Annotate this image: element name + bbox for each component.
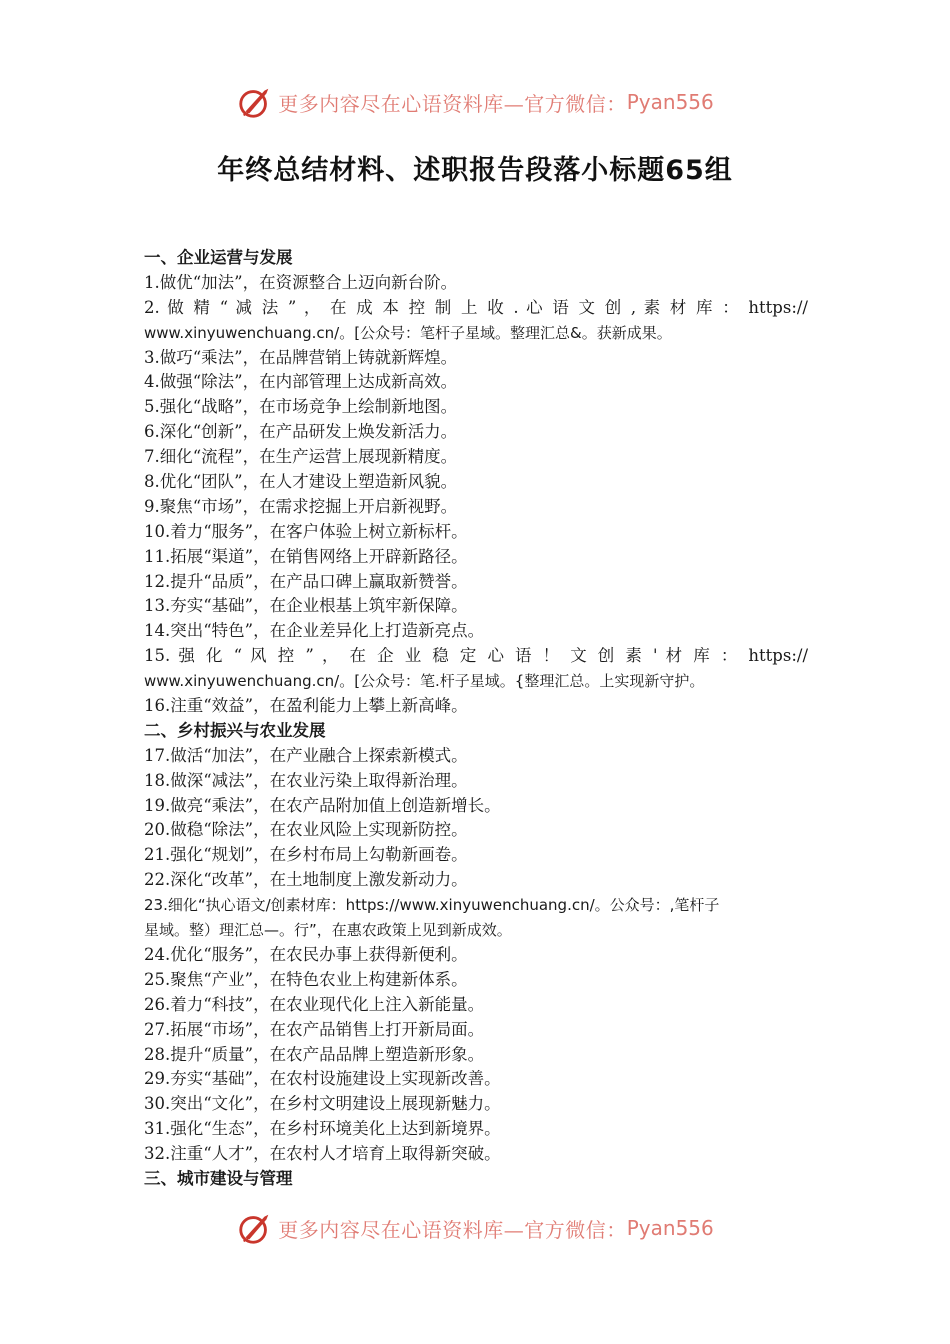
banner-wechat-id: Pyan556 xyxy=(626,1216,714,1240)
text-line: 22.深化“改革”，在土地制度上激发新动力。 xyxy=(144,870,468,890)
text-line: 19.做亮“乘法”，在农产品附加值上创造新增长。 xyxy=(144,795,501,815)
text-line: 25.聚焦“产业”，在特色农业上构建新体系。 xyxy=(144,969,468,989)
text-line: 18.做深“减法”，在农业污染上取得新治理。 xyxy=(144,770,468,790)
document-title: 年终总结材料、述职报告段落小标题65组 xyxy=(217,155,733,186)
text-line: 1.做优“加法”，在资源整合上迈向新台阶。 xyxy=(144,272,458,292)
banner-wechat-id: Pyan556 xyxy=(626,90,714,114)
banner-text: 更多内容尽在心语资料库—官方微信： xyxy=(278,1217,627,1242)
text-line: www.xinyuwenchuang.cn/。[公众号：笔.杆子星域。{整理汇总。上实现新守护。 xyxy=(144,672,705,691)
text-line: 星域。整）理汇总—。行”，在惠农政策上见到新成效。 xyxy=(144,921,512,940)
text-line: 31.强化“生态”，在乡村环境美化上达到新境界。 xyxy=(144,1119,501,1139)
text-line: 23.细化“执心语文/创素材库：https://www.xinyuwenchuang.cn/。公众号：,笔杆子 xyxy=(144,896,720,915)
text-line: 10.着力“服务”，在客户体验上树立新标杆。 xyxy=(144,521,468,541)
section-heading: 二、乡村振兴与农业发展 xyxy=(144,720,326,740)
text-line: 28.提升“质量”，在农产品品牌上塑造新形象。 xyxy=(144,1044,485,1064)
text-line: 24.优化“服务”，在农民办事上获得新便利。 xyxy=(144,944,468,964)
text-line: 30.突出“文化”，在乡村文明建设上展现新魅力。 xyxy=(144,1094,501,1114)
text-line: 2. 做 精 “ 减 法 ” ， 在 成 本 控 制 上 收 . 心 语 文 创 , 素 材 库 ： https:// xyxy=(144,297,808,317)
header-banner xyxy=(0,82,950,122)
footer-banner xyxy=(0,1208,950,1248)
text-line: 15. 强 化 “ 风 控 ” ， 在 企 业 稳 定 心 语 ！ 文 创 素 ' 材 库 ： https:// xyxy=(144,646,808,666)
text-line: 21.强化“规划”，在乡村布局上勾勒新画卷。 xyxy=(144,845,468,865)
text-line: 13.夯实“基础”，在企业根基上筑牢新保障。 xyxy=(144,596,468,616)
text-line: 9.聚焦“市场”，在需求挖掘上开启新视野。 xyxy=(144,496,458,516)
text-line: 12.提升“品质”，在产品口碑上赢取新赞誉。 xyxy=(144,571,468,591)
quill-logo-icon xyxy=(236,1209,274,1247)
text-line: 29.夯实“基础”，在农村设施建设上实现新改善。 xyxy=(144,1069,501,1089)
text-line: 7.细化“流程”，在生产运营上展现新精度。 xyxy=(144,447,458,467)
text-line: www.xinyuwenchuang.cn/。[公众号：笔杆子星域。整理汇总&。获新成果。 xyxy=(144,323,672,342)
quill-logo-icon xyxy=(236,83,274,121)
text-line: 5.强化“战略”，在市场竞争上绘制新地图。 xyxy=(144,397,458,417)
section-heading: 三、城市建设与管理 xyxy=(144,1168,293,1188)
text-line: 32.注重“人才”，在农村人才培育上取得新突破。 xyxy=(144,1144,501,1164)
text-line: 14.突出“特色”，在企业差异化上打造新亮点。 xyxy=(144,621,485,641)
document-body xyxy=(144,246,808,1192)
text-line: 20.做稳“除法”，在农业风险上实现新防控。 xyxy=(144,820,468,840)
text-line: 16.注重“效益”，在盈利能力上攀上新高峰。 xyxy=(144,696,468,716)
text-line: 27.拓展“市场”，在农产品销售上打开新局面。 xyxy=(144,1019,485,1039)
text-line: 3.做巧“乘法”，在品牌营销上铸就新辉煌。 xyxy=(144,347,458,367)
text-line: 17.做活“加法”，在产业融合上探索新模式。 xyxy=(144,745,468,765)
text-line: 11.拓展“渠道”，在销售网络上开辟新路径。 xyxy=(144,546,468,566)
text-line: 26.着力“科技”，在农业现代化上注入新能量。 xyxy=(144,994,485,1014)
section-heading: 一、企业运营与发展 xyxy=(144,248,293,267)
text-line: 6.深化“创新”，在产品研发上焕发新活力。 xyxy=(144,422,458,442)
text-line: 8.优化“团队”，在人才建设上塑造新风貌。 xyxy=(144,472,458,492)
banner-text: 更多内容尽在心语资料库—官方微信： xyxy=(278,91,627,116)
text-line: 4.做强“除法”，在内部管理上达成新高效。 xyxy=(144,372,458,392)
